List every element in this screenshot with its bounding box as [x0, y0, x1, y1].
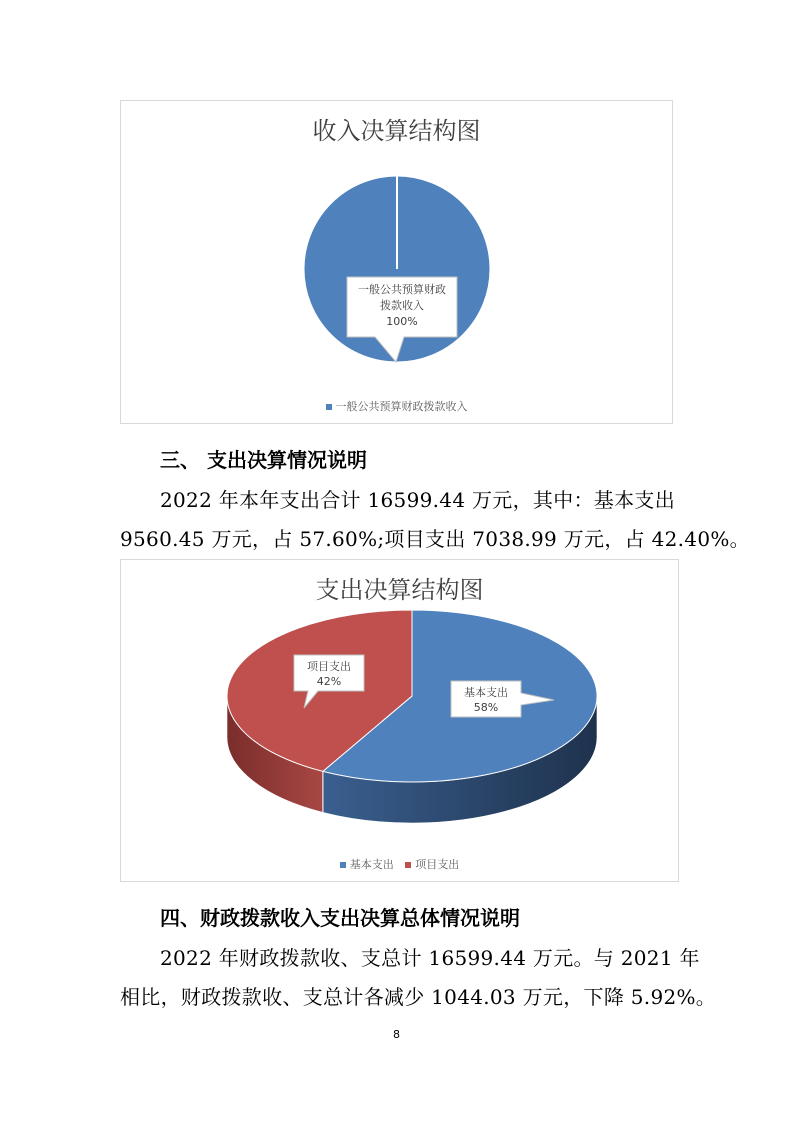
legend-label: 一般公共预算财政拨款收入	[335, 400, 468, 413]
chart-title: 支出决算结构图	[315, 576, 484, 604]
legend-swatch	[326, 404, 332, 410]
section-4-paragraph-line-1: 2022 年财政拨款收、支总计 16599.44 万元。与 2021 年	[160, 946, 700, 970]
pie-slice-label-value: 100%	[386, 315, 418, 328]
section-3-paragraph-line-1: 2022 年本年支出合计 16599.44 万元，其中：基本支出	[160, 488, 675, 512]
pie-slice-label-value: 58%	[473, 701, 499, 714]
pie-slice-label-name: 一般公共预算财政	[358, 283, 446, 296]
chart-legend	[121, 856, 678, 872]
legend-item	[340, 856, 394, 872]
legend-label: 项目支出	[415, 858, 460, 871]
pie-slice-label-name-2: 拨款收入	[380, 299, 424, 312]
chart-title: 收入决算结构图	[312, 117, 481, 145]
legend-item	[405, 856, 459, 872]
section-4-heading: 四、财政拨款收入支出决算总体情况说明	[160, 906, 520, 930]
pie-slice-label-value: 42%	[316, 675, 342, 688]
pie-slice-label-name: 项目支出	[307, 660, 351, 673]
pie-slice-label-name: 基本支出	[464, 686, 508, 699]
legend-swatch	[340, 862, 346, 868]
section-4-paragraph-line-2: 相比，财政拨款收、支总计各减少 1044.03 万元，下降 5.92%。	[120, 985, 717, 1009]
section-3-heading: 三、 支出决算情况说明	[160, 448, 367, 472]
section-3-paragraph-line-2: 9560.45 万元，占 57.60%;项目支出 7038.99 万元，占 42.40%。	[120, 527, 750, 551]
legend-swatch	[405, 862, 411, 868]
chart-legend	[121, 398, 672, 414]
expenditure-structure-chart	[120, 559, 679, 882]
income-structure-chart	[120, 100, 673, 424]
legend-item	[326, 398, 468, 414]
expenditure-pie-svg	[121, 560, 680, 883]
income-pie-svg	[121, 101, 674, 425]
legend-label: 基本支出	[349, 858, 394, 871]
page-number: 8	[393, 1028, 400, 1041]
